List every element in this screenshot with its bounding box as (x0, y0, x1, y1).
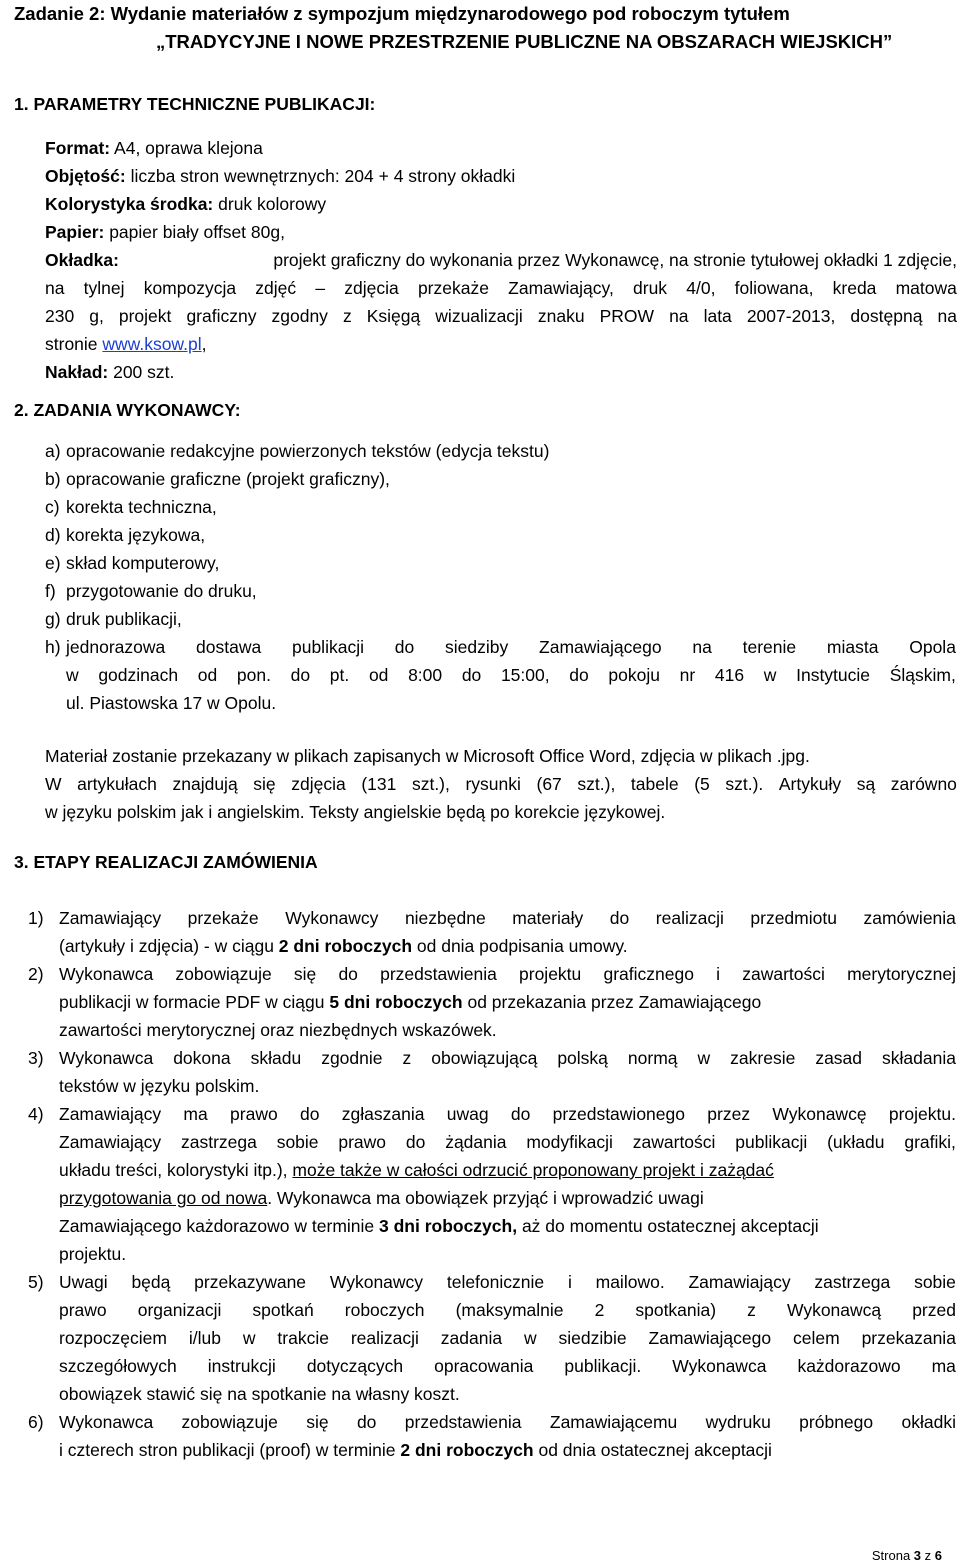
stage-4-line-2: Zamawiający zastrzega sobie prawo do żądania modyfikacji zawartości publikacji (układu grafiki, (59, 1132, 956, 1152)
page-number-total: 6 (934, 1548, 942, 1563)
stage-4-underlined-text: może także w całości odrzucić proponowany projekt i zażądać (292, 1160, 774, 1180)
page-number-prefix: Strona (871, 1548, 914, 1563)
stage-6-number: 6) (28, 1412, 44, 1432)
task-item-letter: g) (45, 609, 61, 629)
task-item-letter: e) (45, 553, 61, 573)
stage-4-line-3 (59, 1156, 774, 1184)
stage-1-line-1: Zamawiający przekaże Wykonawcy niezbędne materiały do realizacji przedmiotu zamówienia (59, 908, 956, 928)
stage-5-line-2: prawo organizacji spotkań roboczych (maksymalnie 2 spotkania) z Wykonawcą przed (59, 1300, 956, 1320)
stage-4-line-6: projektu. (59, 1244, 127, 1264)
param-color (45, 190, 326, 218)
materials-note-line-1: Materiał zostanie przekazany w plikach zapisanych w Microsoft Office Word, zdjęcia w plikach .jpg. (45, 746, 810, 766)
task-item-a-text: opracowanie redakcyjne powierzonych tekstów (edycja tekstu) (66, 441, 550, 461)
param-paper-value: papier biały offset 80g, (104, 222, 285, 242)
param-cover-line-4 (45, 330, 206, 358)
task-item-letter: b) (45, 469, 61, 489)
param-cover-line-4-suffix: , (201, 334, 207, 354)
param-volume (45, 162, 515, 190)
param-volume-label: Objętość: (45, 166, 126, 186)
section-1-heading: 1. PARAMETRY TECHNICZNE PUBLIKACJI: (14, 94, 376, 114)
param-color-label: Kolorystyka środka: (45, 194, 214, 214)
task-item-b-text: opracowanie graficzne (projekt graficzny), (66, 469, 390, 489)
stage-4-line-4 (59, 1184, 704, 1212)
param-cover-label: Okładka: (45, 250, 119, 270)
stage-4-line-1: Zamawiający ma prawo do zgłaszania uwag do przedstawionego przez Wykonawcę projektu. (59, 1104, 956, 1124)
stage-3-line-2: tekstów w języku polskim. (59, 1076, 260, 1096)
task-item-c-text: korekta techniczna, (66, 497, 217, 517)
stage-2-line-2 (59, 988, 761, 1016)
task-item-b (45, 465, 61, 493)
stage-3-number: 3) (28, 1048, 44, 1068)
param-color-value: druk kolorowy (213, 194, 327, 214)
stage-2-line-1: Wykonawca zobowiązuje się do przedstawienia projektu graficznego i zawartości merytorycznej (59, 964, 956, 984)
param-paper (45, 218, 285, 246)
task-item-d (45, 521, 61, 549)
stage-1-text-a: (artykuły i zdjęcia) - w ciągu (59, 936, 279, 956)
stage-6-line-1: Wykonawca zobowiązuje się do przedstawienia Zamawiającemu wydruku próbnego okładki (59, 1412, 956, 1432)
param-volume-value: liczba stron wewnętrznych: 204 + 4 strony okładki (125, 166, 516, 186)
param-print-run (45, 358, 174, 386)
task-item-f (45, 577, 56, 605)
stage-4-text-d: aż do momentu ostatecznej akceptacji (517, 1216, 819, 1236)
param-cover-line-4-prefix: stronie (45, 334, 103, 354)
ksow-link[interactable]: www.ksow.pl (102, 334, 202, 354)
stage-2-number: 2) (28, 964, 44, 984)
task-item-c (45, 493, 60, 521)
task-item-h-line-3: ul. Piastowska 17 w Opolu. (66, 693, 277, 713)
stage-4-underlined-text-cont: przygotowania go od nowa (59, 1188, 268, 1208)
stage-2-line-3: zawartości merytorycznej oraz niezbędnych wskazówek. (59, 1020, 497, 1040)
stage-4-number: 4) (28, 1104, 44, 1124)
page-number-middle: z (921, 1548, 935, 1563)
task-item-g-text: druk publikacji, (66, 609, 182, 629)
section-3-heading: 3. ETAPY REALIZACJI ZAMÓWIENIA (14, 852, 318, 872)
stage-1-text-c: od dnia podpisania umowy. (412, 936, 628, 956)
page-number (872, 1548, 942, 1564)
stage-1-number: 1) (28, 908, 44, 928)
task-item-letter: h) (45, 637, 61, 657)
stage-4-text-a: układu treści, kolorystyki itp.), (59, 1160, 293, 1180)
stage-4-text-b: . Wykonawca ma obowiązek przyjąć i wprowadzić uwagi (267, 1188, 704, 1208)
param-cover-line-1 (45, 246, 957, 274)
materials-note-line-2: W artykułach znajdują się zdjęcia (131 szt.), rysunki (67 szt.), tabele (5 szt.). Artykuły są zarówno (45, 774, 957, 794)
stage-6-text-c: od dnia ostatecznej akceptacji (533, 1440, 772, 1460)
stage-4-line-5 (59, 1212, 819, 1240)
stage-1-deadline: 2 dni roboczych (278, 936, 413, 956)
param-format-label: Format: (45, 138, 111, 158)
task-item-h (45, 633, 61, 661)
task-item-h-line-2: w godzinach od pon. do pt. od 8:00 do 15:00, do pokoju nr 416 w Instytucie Śląskim, (66, 665, 956, 685)
stage-5-line-4: szczegółowych instrukcji dotyczących opracowania publikacji. Wykonawca każdorazowo ma (59, 1356, 956, 1376)
stage-6-line-2 (59, 1436, 772, 1464)
task-item-e (45, 549, 61, 577)
task-item-e-text: skład komputerowy, (66, 553, 220, 573)
materials-note-line-3: w języku polskim jak i angielskim. Teksty angielskie będą po korekcie językowej. (45, 802, 666, 822)
task-item-d-text: korekta językowa, (66, 525, 206, 545)
task-item-letter: c) (45, 497, 60, 517)
stage-6-text-a: i czterech stron publikacji (proof) w terminie (59, 1440, 401, 1460)
stage-2-text-c: od przekazania przez Zamawiającego (462, 992, 762, 1012)
task-item-f-text: przygotowanie do druku, (66, 581, 257, 601)
document-title-line-2: „TRADYCYJNE I NOWE PRZESTRZENIE PUBLICZNE NA OBSZARACH WIEJSKICH” (156, 31, 893, 52)
param-print-run-value: 200 szt. (108, 362, 175, 382)
stage-2-text-a: publikacji w formacie PDF w ciągu (59, 992, 330, 1012)
document-title-line-1: Zadanie 2: Wydanie materiałów z sympozjum międzynarodowego pod roboczym tytułem (14, 3, 790, 24)
param-cover-line-3: 230 g, projekt graficzny zgodny z Księgą wizualizacji znaku PROW na lata 2007-2013, dostępną na (45, 306, 957, 326)
task-item-letter: a) (45, 441, 61, 461)
param-cover-value: projekt graficzny do wykonania przez Wykonawcę, na stronie tytułowej okładki 1 zdjęcie, (273, 250, 957, 270)
param-print-run-label: Nakład: (45, 362, 109, 382)
stage-5-line-1: Uwagi będą przekazywane Wykonawcy telefonicznie i mailowo. Zamawiający zastrzega sobie (59, 1272, 956, 1292)
param-format (45, 134, 263, 162)
stage-5-line-5: obowiązek stawić się na spotkanie na własny koszt. (59, 1384, 460, 1404)
stage-6-deadline: 2 dni roboczych (400, 1440, 534, 1460)
stage-5-line-3: rozpoczęciem i/lub w trakcie realizacji zadania w siedzibie Zamawiającego celem przekazania (59, 1328, 956, 1348)
param-format-value: A4, oprawa klejona (110, 138, 263, 158)
stage-4-text-c: Zamawiającego każdorazowo w terminie (59, 1216, 379, 1236)
section-2-heading: 2. ZADANIA WYKONAWCY: (14, 400, 241, 420)
stage-2-deadline: 5 dni roboczych (329, 992, 463, 1012)
stage-4-deadline: 3 dni roboczych, (379, 1216, 518, 1236)
stage-1-line-2 (59, 932, 628, 960)
task-item-letter: d) (45, 525, 61, 545)
page-number-current: 3 (913, 1548, 922, 1563)
task-item-h-text: jednorazowa dostawa publikacji do siedziby Zamawiającego na terenie miasta Opola (66, 637, 956, 657)
param-paper-label: Papier: (45, 222, 105, 242)
stage-5-number: 5) (28, 1272, 44, 1292)
task-item-g (45, 605, 61, 633)
task-item-a (45, 437, 61, 465)
task-item-letter: f) (45, 581, 56, 601)
param-cover-line-2: na tylnej kompozycja zdjęć – zdjęcia przekaże Zamawiający, druk 4/0, foliowana, kreda matowa (45, 278, 957, 298)
stage-3-line-1: Wykonawca dokona składu zgodnie z obowiązującą polską normą w zakresie zasad składania (59, 1048, 956, 1068)
